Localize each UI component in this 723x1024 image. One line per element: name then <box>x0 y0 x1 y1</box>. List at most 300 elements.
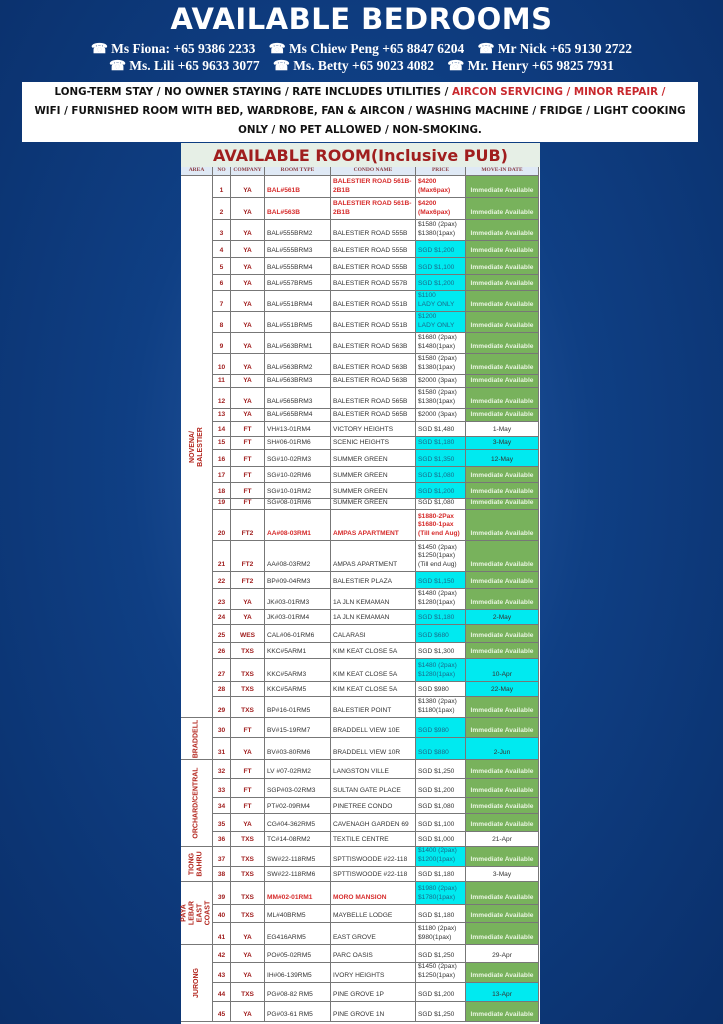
price-line: $1380(1pax) <box>418 363 456 371</box>
cell-move <box>466 176 539 198</box>
cell-room <box>265 1002 331 1022</box>
cell-co <box>231 882 265 905</box>
co-text: YA <box>243 951 252 959</box>
cell-price <box>416 467 466 483</box>
cell-no <box>213 499 231 510</box>
co-text: FT2 <box>241 529 254 537</box>
price-line: (Max6pax) <box>418 208 451 216</box>
move-text: Immediate Available <box>470 300 534 308</box>
cell-move <box>466 798 539 814</box>
cell-move <box>466 499 539 510</box>
cell-price <box>416 905 466 923</box>
condo-text: MORO MANSION <box>333 893 387 901</box>
cell-co <box>231 905 265 923</box>
cell-move <box>466 814 539 832</box>
move-text: Immediate Available <box>470 499 534 506</box>
cell-co <box>231 422 265 437</box>
cell-room <box>265 779 331 798</box>
cell-room <box>265 409 331 422</box>
no-text: 34 <box>217 802 226 810</box>
move-text: Immediate Available <box>470 529 534 537</box>
cell-room <box>265 437 331 450</box>
cell-room <box>265 659 331 682</box>
price-line: $1680 (2pax) <box>418 334 457 341</box>
move-text: 12-May <box>491 455 513 463</box>
price-line: SGD $880 <box>418 748 449 756</box>
move-text: Immediate Available <box>470 893 534 901</box>
cell-price <box>416 610 466 625</box>
cell-co <box>231 847 265 867</box>
cell-no <box>213 659 231 682</box>
cell-condo <box>331 882 416 905</box>
no-text: 23 <box>217 598 226 606</box>
price-line: SGD $1,100 <box>418 820 455 828</box>
room-text: KKC#5ARM3 <box>267 670 307 678</box>
co-text: FT2 <box>241 560 254 568</box>
cell-room <box>265 312 331 333</box>
room-text: SG#08-01RM6 <box>267 499 311 506</box>
cell-price <box>416 198 466 220</box>
cell-price <box>416 945 466 963</box>
cell-no <box>213 541 231 572</box>
price-line: (Till end Aug) <box>418 529 460 537</box>
room-text: BAL#561B <box>267 186 300 194</box>
price-line: $1580 (2pax) <box>418 355 457 362</box>
cell-condo <box>331 450 416 467</box>
co-text: FT <box>243 726 252 734</box>
price-line: (Max6pax) <box>418 186 451 194</box>
cell-price <box>416 983 466 1002</box>
cell-no <box>213 643 231 659</box>
cell-co <box>231 718 265 738</box>
price-line: SGD $1,080 <box>418 499 455 506</box>
cell-price <box>416 697 466 718</box>
cell-co <box>231 499 265 510</box>
move-text: Immediate Available <box>470 263 534 271</box>
cell-condo <box>331 923 416 945</box>
move-text: Immediate Available <box>470 820 534 828</box>
room-text: PT#02-09RM4 <box>267 802 310 810</box>
price-line: $1400 (2pax) <box>418 847 457 854</box>
cell-condo <box>331 963 416 983</box>
condo-text: SUMMER GREEN <box>333 471 388 479</box>
price-line: $1880-2Pax <box>418 512 454 520</box>
price-line: $1180 (2pax) <box>418 925 457 932</box>
move-text: Immediate Available <box>470 631 534 639</box>
cell-move <box>466 220 539 241</box>
cell-room <box>265 422 331 437</box>
price-line: SGD $1,150 <box>418 577 455 585</box>
no-text: 30 <box>217 726 226 734</box>
cell-move <box>466 467 539 483</box>
co-text: YA <box>243 208 252 216</box>
room-text: BAL#555BRM2 <box>267 229 313 237</box>
room-text: BAL#565BRM4 <box>267 410 313 418</box>
cell-no <box>213 437 231 450</box>
cell-co <box>231 867 265 882</box>
cell-price <box>416 738 466 760</box>
cell-condo <box>331 847 416 867</box>
cell-condo <box>331 241 416 258</box>
cell-condo <box>331 867 416 882</box>
cell-move <box>466 738 539 760</box>
cell-price <box>416 258 466 275</box>
co-text: YA <box>243 971 252 979</box>
room-text: EG416ARM5 <box>267 933 306 941</box>
cell-room <box>265 354 331 375</box>
cell-move <box>466 697 539 718</box>
condo-text: BALESTIER ROAD 551B <box>333 300 408 308</box>
cell-price <box>416 814 466 832</box>
price-line: $1200 <box>418 313 437 320</box>
co-text: YA <box>243 229 252 237</box>
condo-text: LANGSTON VILLE <box>333 767 389 775</box>
no-text: 18 <box>217 487 226 495</box>
room-text: MM#02-01RM1 <box>267 893 313 901</box>
co-text: WES <box>239 631 256 639</box>
price-line: SGD $1,480 <box>418 425 455 433</box>
co-text: TXS <box>241 670 254 678</box>
price-line: $1380(1pax) <box>418 397 456 405</box>
column-header-condo: CONDO NAME <box>331 167 416 176</box>
condo-text: BALESTIER PLAZA <box>333 577 392 585</box>
condo-text: BRADDELL VIEW 10R <box>333 748 401 756</box>
co-text: YA <box>243 246 252 254</box>
cell-price <box>416 388 466 409</box>
price-line: SGD $1,200 <box>418 279 455 287</box>
cell-move <box>466 572 539 589</box>
cell-move <box>466 510 539 541</box>
cell-co <box>231 375 265 388</box>
cell-co <box>231 589 265 610</box>
room-text: BAL#557BRM5 <box>267 279 313 287</box>
condo-text: BALESTIER ROAD 565B <box>333 410 408 418</box>
cell-price <box>416 798 466 814</box>
cell-co <box>231 275 265 291</box>
room-text: JK#03-01RM4 <box>267 613 310 621</box>
room-text: VH#13-01RM4 <box>267 425 311 433</box>
no-text: 35 <box>217 820 226 828</box>
move-text: Immediate Available <box>470 342 534 350</box>
move-text: Immediate Available <box>470 471 534 479</box>
cell-no <box>213 409 231 422</box>
condo-text: BALESTIER ROAD 561B-2B1B <box>333 178 412 194</box>
cell-price <box>416 275 466 291</box>
co-text: TXS <box>241 990 254 998</box>
condo-text: BALESTIER ROAD 563B <box>333 376 408 384</box>
notice-highlight: AIRCON SERVICING / MINOR REPAIR / <box>452 86 666 98</box>
co-text: TXS <box>241 855 254 863</box>
cell-price <box>416 572 466 589</box>
area-label <box>181 760 213 847</box>
cell-condo <box>331 760 416 779</box>
co-text: YA <box>243 1010 252 1018</box>
cell-room <box>265 963 331 983</box>
no-text: 6 <box>219 279 224 287</box>
price-line: $2000 (3pax) <box>418 410 457 418</box>
room-text: AA#08-03RM2 <box>267 560 311 568</box>
cell-move <box>466 333 539 354</box>
no-text: 8 <box>219 321 224 329</box>
cell-room <box>265 832 331 847</box>
move-text: Immediate Available <box>470 855 534 863</box>
cell-room <box>265 847 331 867</box>
cell-condo <box>331 176 416 198</box>
cell-price <box>416 760 466 779</box>
co-text: YA <box>243 598 252 606</box>
cell-no <box>213 779 231 798</box>
area-label <box>181 176 213 718</box>
cell-co <box>231 572 265 589</box>
cell-price <box>416 643 466 659</box>
no-text: 33 <box>217 786 226 794</box>
no-text: 45 <box>217 1010 226 1018</box>
room-text: LV #07-02RM2 <box>267 767 311 775</box>
cell-room <box>265 220 331 241</box>
no-text: 41 <box>217 933 226 941</box>
move-text: 2-Jun <box>493 748 511 756</box>
co-text: TXS <box>241 893 254 901</box>
cell-room <box>265 291 331 312</box>
move-text: Immediate Available <box>470 577 534 585</box>
cell-co <box>231 291 265 312</box>
move-text: Immediate Available <box>470 363 534 371</box>
cell-no <box>213 798 231 814</box>
cell-no <box>213 176 231 198</box>
price-line: $1980 (2pax) <box>418 885 457 892</box>
condo-text: AMPAS APARTMENT <box>333 529 399 537</box>
cell-room <box>265 388 331 409</box>
co-text: FT <box>243 471 252 479</box>
price-line: SGD $1,100 <box>418 263 455 271</box>
cell-condo <box>331 198 416 220</box>
cell-move <box>466 354 539 375</box>
move-text: Immediate Available <box>470 321 534 329</box>
cell-co <box>231 312 265 333</box>
room-text: BP#16-01RM5 <box>267 706 311 714</box>
cell-no <box>213 388 231 409</box>
no-text: 29 <box>217 706 226 714</box>
cell-move <box>466 882 539 905</box>
move-text: 22-May <box>491 685 513 693</box>
area-name: TIONG BAHRU <box>188 851 204 877</box>
room-text: TC#14-08RM2 <box>267 835 311 843</box>
cell-condo <box>331 697 416 718</box>
price-line: SGD $1,080 <box>418 471 455 479</box>
move-text: Immediate Available <box>470 229 534 237</box>
cell-no <box>213 697 231 718</box>
cell-price <box>416 718 466 738</box>
cell-no <box>213 241 231 258</box>
no-text: 17 <box>217 471 226 479</box>
price-line: SGD $1,200 <box>418 246 455 254</box>
cell-move <box>466 198 539 220</box>
cell-no <box>213 467 231 483</box>
co-text: TXS <box>241 647 254 655</box>
move-text: Immediate Available <box>470 726 534 734</box>
area-label <box>181 882 213 945</box>
cell-condo <box>331 258 416 275</box>
no-text: 32 <box>217 767 226 775</box>
cell-condo <box>331 905 416 923</box>
move-text: Immediate Available <box>470 560 534 568</box>
move-text: Immediate Available <box>470 376 534 384</box>
area-label <box>181 718 213 760</box>
no-text: 31 <box>217 748 226 756</box>
cell-condo <box>331 467 416 483</box>
contact-nick: ☎ Mr Nick +65 9130 2722 <box>477 41 632 56</box>
cell-condo <box>331 625 416 643</box>
cell-condo <box>331 738 416 760</box>
price-line: $1280(1pax) <box>418 598 456 606</box>
cell-co <box>231 409 265 422</box>
cell-room <box>265 450 331 467</box>
cell-move <box>466 659 539 682</box>
no-text: 27 <box>217 670 226 678</box>
price-line: SGD $1,250 <box>418 1010 455 1018</box>
cell-no <box>213 510 231 541</box>
cell-no <box>213 760 231 779</box>
cell-co <box>231 1002 265 1022</box>
cell-move <box>466 963 539 983</box>
cell-price <box>416 510 466 541</box>
move-text: Immediate Available <box>470 786 534 794</box>
cell-condo <box>331 499 416 510</box>
cell-price <box>416 291 466 312</box>
cell-price <box>416 499 466 510</box>
room-text: PG#03-61 RM5 <box>267 1010 313 1018</box>
condo-text: KIM KEAT CLOSE 5A <box>333 685 398 693</box>
cell-no <box>213 847 231 867</box>
cell-price <box>416 589 466 610</box>
cell-condo <box>331 814 416 832</box>
no-text: 10 <box>217 363 226 371</box>
no-text: 25 <box>217 631 226 639</box>
price-line: SGD $1,200 <box>418 990 455 998</box>
move-text: 10-Apr <box>492 670 512 678</box>
cell-condo <box>331 1002 416 1022</box>
cell-room <box>265 258 331 275</box>
cell-price <box>416 659 466 682</box>
price-line: $1250(1pax) <box>418 552 456 559</box>
no-text: 26 <box>217 647 226 655</box>
cell-move <box>466 905 539 923</box>
price-line: $1580 (2pax) <box>418 389 457 396</box>
cell-room <box>265 814 331 832</box>
cell-no <box>213 905 231 923</box>
move-text: Immediate Available <box>470 397 534 405</box>
co-text: YA <box>243 748 252 756</box>
cell-move <box>466 589 539 610</box>
cell-co <box>231 659 265 682</box>
cell-room <box>265 923 331 945</box>
condo-text: SULTAN GATE PLACE <box>333 786 401 794</box>
cell-move <box>466 422 539 437</box>
contact-henry: ☎ Mr. Henry +65 9825 7931 <box>447 58 614 73</box>
no-text: 1 <box>219 186 224 194</box>
cell-move <box>466 375 539 388</box>
room-text: AA#08-03RM1 <box>267 529 311 537</box>
no-text: 7 <box>219 300 224 308</box>
co-text: YA <box>243 397 252 405</box>
condo-text: BALESTIER ROAD 555B <box>333 246 408 254</box>
room-text: SG#10-02RM6 <box>267 471 311 479</box>
price-line: $1780(1pax) <box>418 893 456 901</box>
condo-text: CALARASI <box>333 631 366 639</box>
cell-price <box>416 312 466 333</box>
cell-price <box>416 832 466 847</box>
cell-no <box>213 625 231 643</box>
cell-no <box>213 572 231 589</box>
cell-no <box>213 422 231 437</box>
no-text: 11 <box>218 376 225 384</box>
cell-no <box>213 963 231 983</box>
room-text: ML#40BRM5 <box>267 911 306 919</box>
cell-price <box>416 625 466 643</box>
no-text: 3 <box>219 229 224 237</box>
contact-lili: ☎ Ms. Lili +65 9633 3077 <box>109 58 260 73</box>
condo-text: TEXTILE CENTRE <box>333 835 389 843</box>
no-text: 28 <box>217 685 226 693</box>
cell-move <box>466 847 539 867</box>
cell-co <box>231 738 265 760</box>
move-text: 1-May <box>492 425 512 433</box>
contacts-line-2 <box>0 58 723 74</box>
cell-room <box>265 867 331 882</box>
cell-move <box>466 409 539 422</box>
cell-no <box>213 923 231 945</box>
move-text: Immediate Available <box>470 647 534 655</box>
cell-no <box>213 589 231 610</box>
co-text: TXS <box>241 870 254 878</box>
area-name: NOVENA/ BALESTIER <box>188 426 204 467</box>
no-text: 44 <box>217 990 226 998</box>
cell-co <box>231 625 265 643</box>
no-text: 20 <box>217 529 226 537</box>
condo-text: IVORY HEIGHTS <box>333 971 385 979</box>
cell-move <box>466 643 539 659</box>
room-text: SH#06-01RM6 <box>267 438 311 446</box>
cell-co <box>231 220 265 241</box>
cell-co <box>231 923 265 945</box>
price-line: SGD $1,350 <box>418 455 455 463</box>
cell-price <box>416 483 466 499</box>
condo-text: BALESTIER ROAD 555B <box>333 263 408 271</box>
cell-room <box>265 882 331 905</box>
cell-condo <box>331 333 416 354</box>
cell-price <box>416 923 466 945</box>
price-line: LADY ONLY <box>418 321 455 329</box>
cell-move <box>466 945 539 963</box>
cell-condo <box>331 798 416 814</box>
price-line: $4200 <box>418 200 437 207</box>
contact-betty: ☎ Ms. Betty +65 9023 4082 <box>273 58 434 73</box>
area-name: PAYA LEBAR EAST COAST <box>180 900 212 926</box>
price-line: $1250(1pax) <box>418 971 456 979</box>
room-text: CG#04-362RM5 <box>267 820 316 828</box>
cell-room <box>265 198 331 220</box>
no-text: 37 <box>217 855 226 863</box>
room-text: KKC#5ARM5 <box>267 685 307 693</box>
room-text: KKC#5ARM1 <box>267 647 307 655</box>
price-line: $1480(1pax) <box>418 342 456 350</box>
cell-move <box>466 541 539 572</box>
cell-condo <box>331 779 416 798</box>
cell-price <box>416 682 466 697</box>
cell-room <box>265 697 331 718</box>
move-text: 29-Apr <box>492 951 512 959</box>
move-text: Immediate Available <box>470 246 534 254</box>
